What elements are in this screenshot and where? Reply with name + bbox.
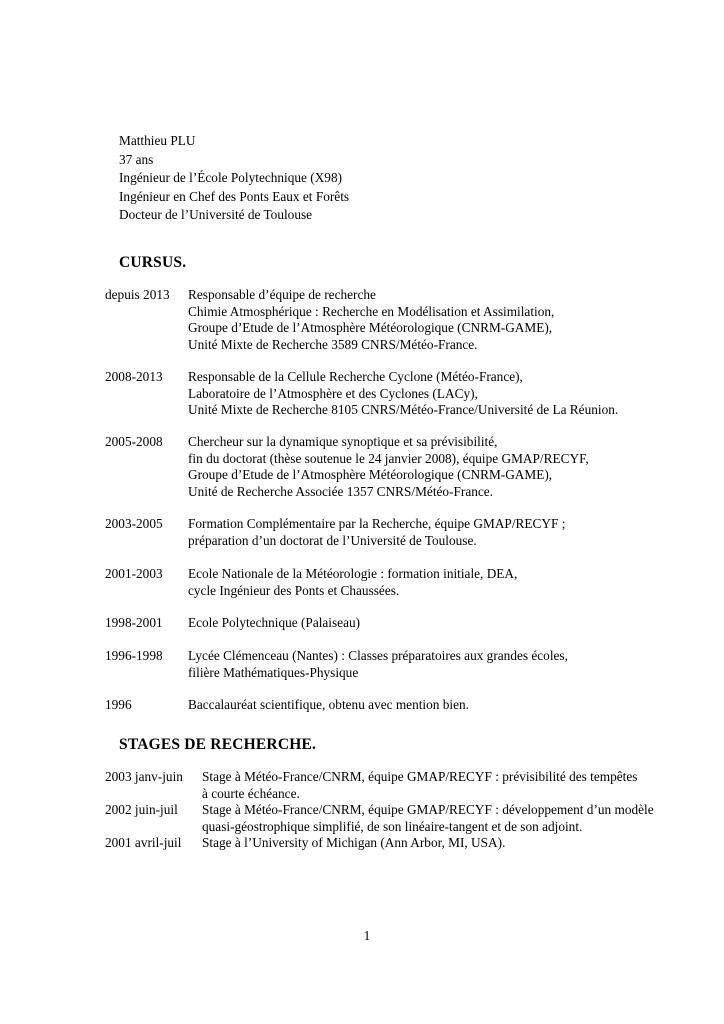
cursus-line: Unité Mixte de Recherche 8105 CNRS/Météo-France/Université de La Réunion.: [188, 402, 619, 418]
stage-description: [202, 802, 654, 835]
cursus-date: 1996: [105, 697, 132, 712]
cursus-line: fin du doctorat (thèse soutenue le 24 janvier 2008), équipe GMAP/RECYF,: [188, 450, 589, 466]
cursus-description: [188, 369, 618, 419]
cursus-description: [188, 287, 554, 353]
person-name: Matthieu PLU: [119, 133, 196, 148]
section-title-cursus: CURSUS.: [119, 254, 187, 271]
identity-doctorate: Docteur de l’Université de Toulouse: [119, 207, 313, 222]
cursus-description: [188, 516, 565, 549]
cursus-description: [188, 566, 517, 599]
cursus-line: Chercheur sur la dynamique synoptique et sa prévisibilité,: [188, 434, 498, 449]
cursus-line: cycle Ingénieur des Ponts et Chaussées.: [188, 582, 400, 598]
cursus-line: Unité Mixte de Recherche 3589 CNRS/Météo-France.: [188, 336, 478, 352]
stage-date: 2001 avril-juil: [105, 835, 182, 850]
cursus-line: Formation Complémentaire par la Recherche, équipe GMAP/RECYF ;: [188, 516, 566, 531]
stage-line: Stage à Météo-France/CNRM, équipe GMAP/RECYF : prévisibilité des tempêtes: [202, 769, 638, 784]
identity-degree: Ingénieur de l’École Polytechnique (X98): [119, 170, 343, 185]
cursus-description: [188, 648, 568, 681]
cursus-line: Responsable d’équipe de recherche: [188, 287, 376, 302]
cursus-description: [188, 434, 589, 500]
identity-block: [119, 132, 349, 225]
cursus-description: [188, 615, 360, 632]
person-age: 37 ans: [119, 151, 154, 167]
cursus-line: filière Mathématiques-Physique: [188, 664, 359, 680]
cursus-line: Laboratoire de l’Atmosphère et des Cyclones (LACy),: [188, 385, 478, 401]
cursus-date: 1996-1998: [105, 648, 163, 663]
cursus-line: Ecole Nationale de la Météorologie : formation initiale, DEA,: [188, 566, 518, 581]
cursus-date: depuis 2013: [105, 287, 170, 302]
stage-line: Stage à Météo-France/CNRM, équipe GMAP/RECYF : développement d’un modèle: [202, 802, 654, 817]
cursus-description: [188, 697, 469, 714]
cursus-line: Baccalauréat scientifique, obtenu avec mention bien.: [188, 697, 469, 712]
cursus-line: Unité de Recherche Associée 1357 CNRS/Météo-France.: [188, 483, 494, 499]
cursus-date: 2005-2008: [105, 434, 163, 449]
cursus-date: 2001-2003: [105, 566, 163, 581]
section-title-stages: STAGES DE RECHERCHE.: [119, 736, 317, 753]
cursus-date: 2003-2005: [105, 516, 163, 531]
cursus-line: Chimie Atmosphérique : Recherche en Modélisation et Assimilation,: [188, 303, 555, 319]
cursus-date: 2008-2013: [105, 369, 163, 384]
page-number: 1: [363, 928, 371, 943]
cursus-line: Ecole Polytechnique (Palaiseau): [188, 615, 361, 630]
stage-description: [202, 835, 505, 852]
stage-line: quasi-géostrophique simplifié, de son linéaire-tangent et de son adjoint.: [202, 818, 583, 834]
identity-title: Ingénieur en Chef des Ponts Eaux et Forêts: [119, 188, 350, 204]
stage-line: Stage à l’University of Michigan (Ann Arbor, MI, USA).: [202, 835, 506, 850]
cursus-line: préparation d’un doctorat de l’Université de Toulouse.: [188, 532, 477, 548]
stage-date: 2002 juin-juil: [105, 802, 178, 817]
stage-date: 2003 janv-juin: [105, 769, 183, 784]
cursus-line: Responsable de la Cellule Recherche Cyclone (Météo-France),: [188, 369, 523, 384]
cursus-date: 1998-2001: [105, 615, 163, 630]
cursus-line: Groupe d’Etude de l’Atmosphère Météorologique (CNRM-GAME),: [188, 467, 553, 483]
stage-description: [202, 769, 637, 802]
cursus-line: Lycée Clémenceau (Nantes) : Classes préparatoires aux grandes écoles,: [188, 648, 568, 663]
cursus-line: Groupe d’Etude de l’Atmosphère Météorologique (CNRM-GAME),: [188, 320, 553, 336]
stage-line: à courte échéance.: [202, 785, 300, 801]
